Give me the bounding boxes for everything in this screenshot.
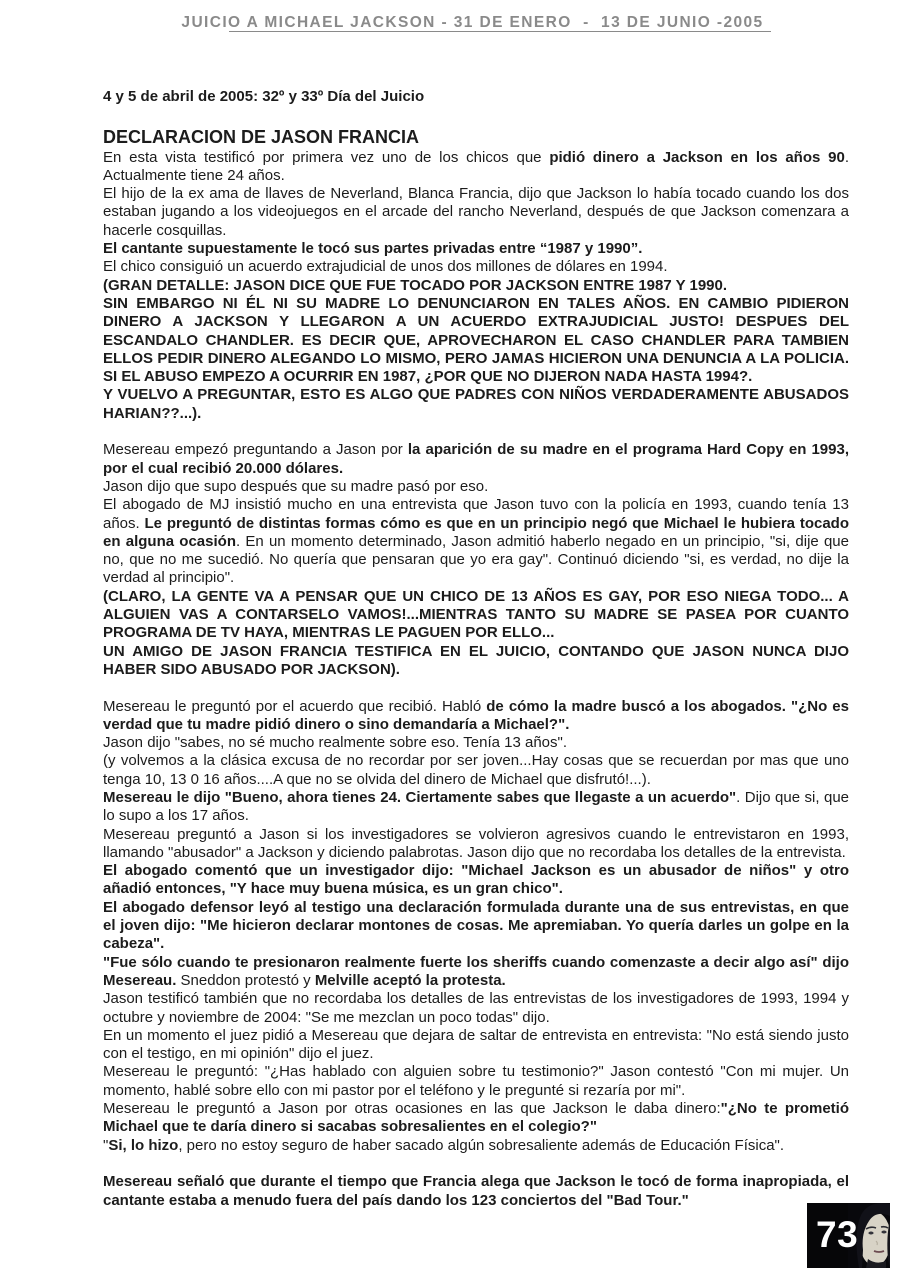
text-segment-bold: SIN EMBARGO NI ÉL NI SU MADRE LO DENUNCIARON EN TALES AÑOS. EN CAMBIO PIDIERON DINERO A JACKSON Y LLEGARON A UN ACUERDO EXTRAJUDICIAL JUSTO! DESPUES DEL ESCANDALO CHANDLER. ES DECIR QUE, APROVECHARON EL CASO CHANDLER PARA TAMBIEN ELLOS PEDIR DINERO ALEGANDO LO MISMO, PERO JAMAS HICIERON UNA DENUNCIA A LA POLICIA. SI EL ABUSO EMPEZO A OCURRIR EN 1987, ¿POR QUE NO DIJERON NADA HASTA 1994?. (103, 294, 849, 386)
paragraph (103, 1100, 849, 1137)
text-segment: Mesereau preguntó a Jason si los investigadores se volvieron agresivos cuando le entrevistaron en 1993, llamando "abusador" a Jackson y diciendo palabrotas. Jason dijo que no recordaba los detalles de la entrevista. (103, 825, 849, 861)
text-segment: Mesereau le preguntó a Jason por otras ocasiones en las que Jackson le daba dinero: (103, 1100, 721, 1118)
paragraph (103, 258, 849, 276)
text-segment-bold: UN AMIGO DE JASON FRANCIA TESTIFICA EN EL JUICIO, CONTANDO QUE JASON NUNCA DIJO HABER SIDO ABUSADO POR JACKSON). (103, 642, 849, 678)
page-number-badge (807, 1203, 890, 1268)
text-segment-bold: Mesereau señaló que durante el tiempo que Francia alega que Jackson le tocó de forma inapropiada, el cantante estaba a menudo fuera del país dando los 123 conciertos del "Bad Tour." (103, 1173, 849, 1209)
paragraph (103, 954, 849, 991)
paragraph (103, 990, 849, 1027)
text-segment-bold: pidió dinero a Jackson en los años 90 (549, 148, 845, 166)
paragraph (103, 588, 849, 643)
text-segment-bold: DECLARACION DE JASON FRANCIA (103, 126, 420, 147)
paragraph-spacer (103, 423, 849, 441)
paragraph (103, 643, 849, 680)
paragraph (103, 698, 849, 735)
paragraph (103, 277, 849, 295)
paragraph (103, 1137, 849, 1155)
paragraph (103, 386, 849, 423)
paragraph (103, 899, 849, 954)
text-segment: El hijo de la ex ama de llaves de Neverland, Blanca Francia, dijo que Jackson lo había tocado cuando los dos estaban jugando a los videojuegos en el arcade del rancho Neverland, después de que Jackson comenzara a hacerle cosquillas. (103, 185, 849, 239)
paragraph (103, 185, 849, 240)
paragraph (103, 1063, 849, 1100)
paragraph (103, 149, 849, 186)
text-segment: Jason testificó también que no recordaba los detalles de las entrevistas de los investigadores de 1993, 1994 y octubre y noviembre de 2004: "Se me mezclan un poco todas" dijo. (103, 990, 849, 1026)
text-segment-bold: Le preguntó de distintas formas cómo es que en un principio negó que Michael le hubiera tocado en alguna ocasión (103, 514, 849, 550)
text-segment: Mesereau le preguntó: "¿Has hablado con alguien sobre tu testimonio?" Jason contestó "Con mi mujer. Un momento, hablé sobre ello con mi pastor por el teléfono y le pregunté si rezaría por mi". (103, 1063, 849, 1099)
paragraph-spacer (103, 679, 849, 697)
section-heading (103, 125, 849, 149)
text-segment: Sneddon protestó y (176, 971, 315, 989)
text-segment-bold: (CLARO, LA GENTE VA A PENSAR QUE UN CHICO DE 13 AÑOS ES GAY, POR ESO NIEGA TODO... A ALGUIEN VAS A CONTARSELO VAMOS!...MIENTRAS TANTO SU MADRE SE PASEA POR CUANTO PROGRAMA DE TV HAYA, MIENTRAS LE PAGUEN POR ELLO... (103, 587, 849, 642)
header-title: JUICIO A MICHAEL JACKSON - 31 DE ENERO - 13 DE JUNIO -2005 (181, 14, 764, 31)
page-header (0, 14, 905, 32)
page-number: 73 (816, 1214, 859, 1255)
text-segment: El abogado de MJ insistió mucho en una entrevista que Jason tuvo con la policía en 1993, cuando tenía 13 años. (103, 496, 849, 532)
text-segment-bold: (GRAN DETALLE: JASON DICE QUE FUE TOCADO POR JACKSON ENTRE 1987 Y 1990. (103, 276, 728, 294)
paragraph (103, 295, 849, 386)
paragraph (103, 789, 849, 826)
text-segment-bold: Melville aceptó la protesta. (314, 971, 506, 989)
text-segment-bold: Y VUELVO A PREGUNTAR, ESTO ES ALGO QUE PADRES CON NIÑOS VERDADERAMENTE ABUSADOS HARIAN??...). (103, 386, 849, 422)
text-segment: " (103, 1136, 109, 1154)
text-segment-bold: 4 y 5 de abril de 2005: 32º y 33º Día del Juicio (103, 88, 425, 105)
text-segment-bold: Mesereau le dijo "Bueno, ahora tienes 24. Ciertamente sabes que llegaste a un acuerdo" (103, 788, 737, 806)
paragraph (103, 862, 849, 899)
paragraph (103, 240, 849, 258)
text-segment: En esta vista testificó por primera vez uno de los chicos que (103, 148, 550, 166)
text-segment: En un momento el juez pidió a Mesereau que dejara de saltar de entrevista en entrevista: "No está siendo justo con el testigo, en mi opinión" dijo el juez. (103, 1026, 849, 1063)
header-rule (229, 31, 771, 32)
paragraph (103, 1027, 849, 1064)
text-segment: Jason dijo "sabes, no sé mucho realmente sobre eso. Tenía 13 años". (103, 734, 567, 752)
text-segment: , pero no estoy seguro de haber sacado algún sobresaliente además de Educación Física". (178, 1136, 785, 1154)
text-segment: Jason dijo que supo después que su madre pasó por eso. (103, 477, 489, 495)
document-paragraphs (103, 88, 849, 1210)
text-segment-bold: la aparición de su madre en el programa Hard Copy en 1993, por el cual recibió 20.000 dólares. (103, 441, 849, 477)
paragraph (103, 734, 849, 752)
text-segment: Mesereau le preguntó por el acuerdo que recibió. Habló (103, 697, 487, 715)
text-segment-bold: El abogado defensor leyó al testigo una declaración formulada durante una de sus entrevistas, en que el joven dijo: "Me hicieron declarar montones de cosas. Me apremiaban. Yo quería darles un golpe en la cabeza". (103, 898, 849, 953)
text-segment: . Dijo que si, que lo supo a los 17 años. (103, 788, 850, 825)
text-segment: El chico consiguió un acuerdo extrajudicial de unos dos millones de dólares en 1994. (103, 258, 668, 276)
paragraph (103, 826, 849, 863)
paragraph (103, 478, 849, 496)
paragraph (103, 496, 849, 587)
text-segment-bold: Si, lo hizo (108, 1136, 179, 1154)
text-segment-bold: "Fue sólo cuando te presionaron realmente fuerte los sheriffs cuando comenzaste a decir algo así" dijo Mesereau. (103, 953, 849, 989)
paragraph (103, 1173, 849, 1210)
text-segment: . En un momento determinado, Jason admitió haberlo negado en un principio, "si, dije que no, que no me sucedió. No quería que pensaran que yo era gay". Continuó diciendo "si, es verdad, no dije la verdad al principio". (103, 532, 849, 587)
text-segment-bold: "¿No te prometió Michael que te daría dinero si sacabas sobresalientes en el colegio?" (103, 1100, 850, 1136)
text-segment: . Actualmente tiene 24 años. (103, 148, 849, 184)
text-segment-bold: El abogado comentó que un investigador dijo: "Michael Jackson es un abusador de niños" y otro añadió entonces, "Y hace muy buena música, es un gran chico". (103, 862, 849, 898)
text-segment: Mesereau empezó preguntando a Jason por (103, 441, 408, 459)
paragraph (103, 752, 849, 789)
text-segment: (y volvemos a la clásica excusa de no recordar por ser joven...Hay cosas que se recuerdan por mas que uno tenga 10, 13 0 16 años....A que no se olvida del dinero de Michael que disfrutó!...). (103, 752, 849, 788)
paragraph-spacer (103, 1155, 849, 1173)
text-segment-bold: de cómo la madre buscó a los abogados. "¿No es verdad que tu madre pidió dinero o sino demandaría a Michael?". (103, 697, 849, 733)
text-segment-bold: El cantante supuestamente le tocó sus partes privadas entre “1987 y 1990”. (103, 240, 643, 258)
date-line (103, 88, 849, 106)
paragraph-spacer (103, 106, 849, 124)
paragraph (103, 441, 849, 478)
